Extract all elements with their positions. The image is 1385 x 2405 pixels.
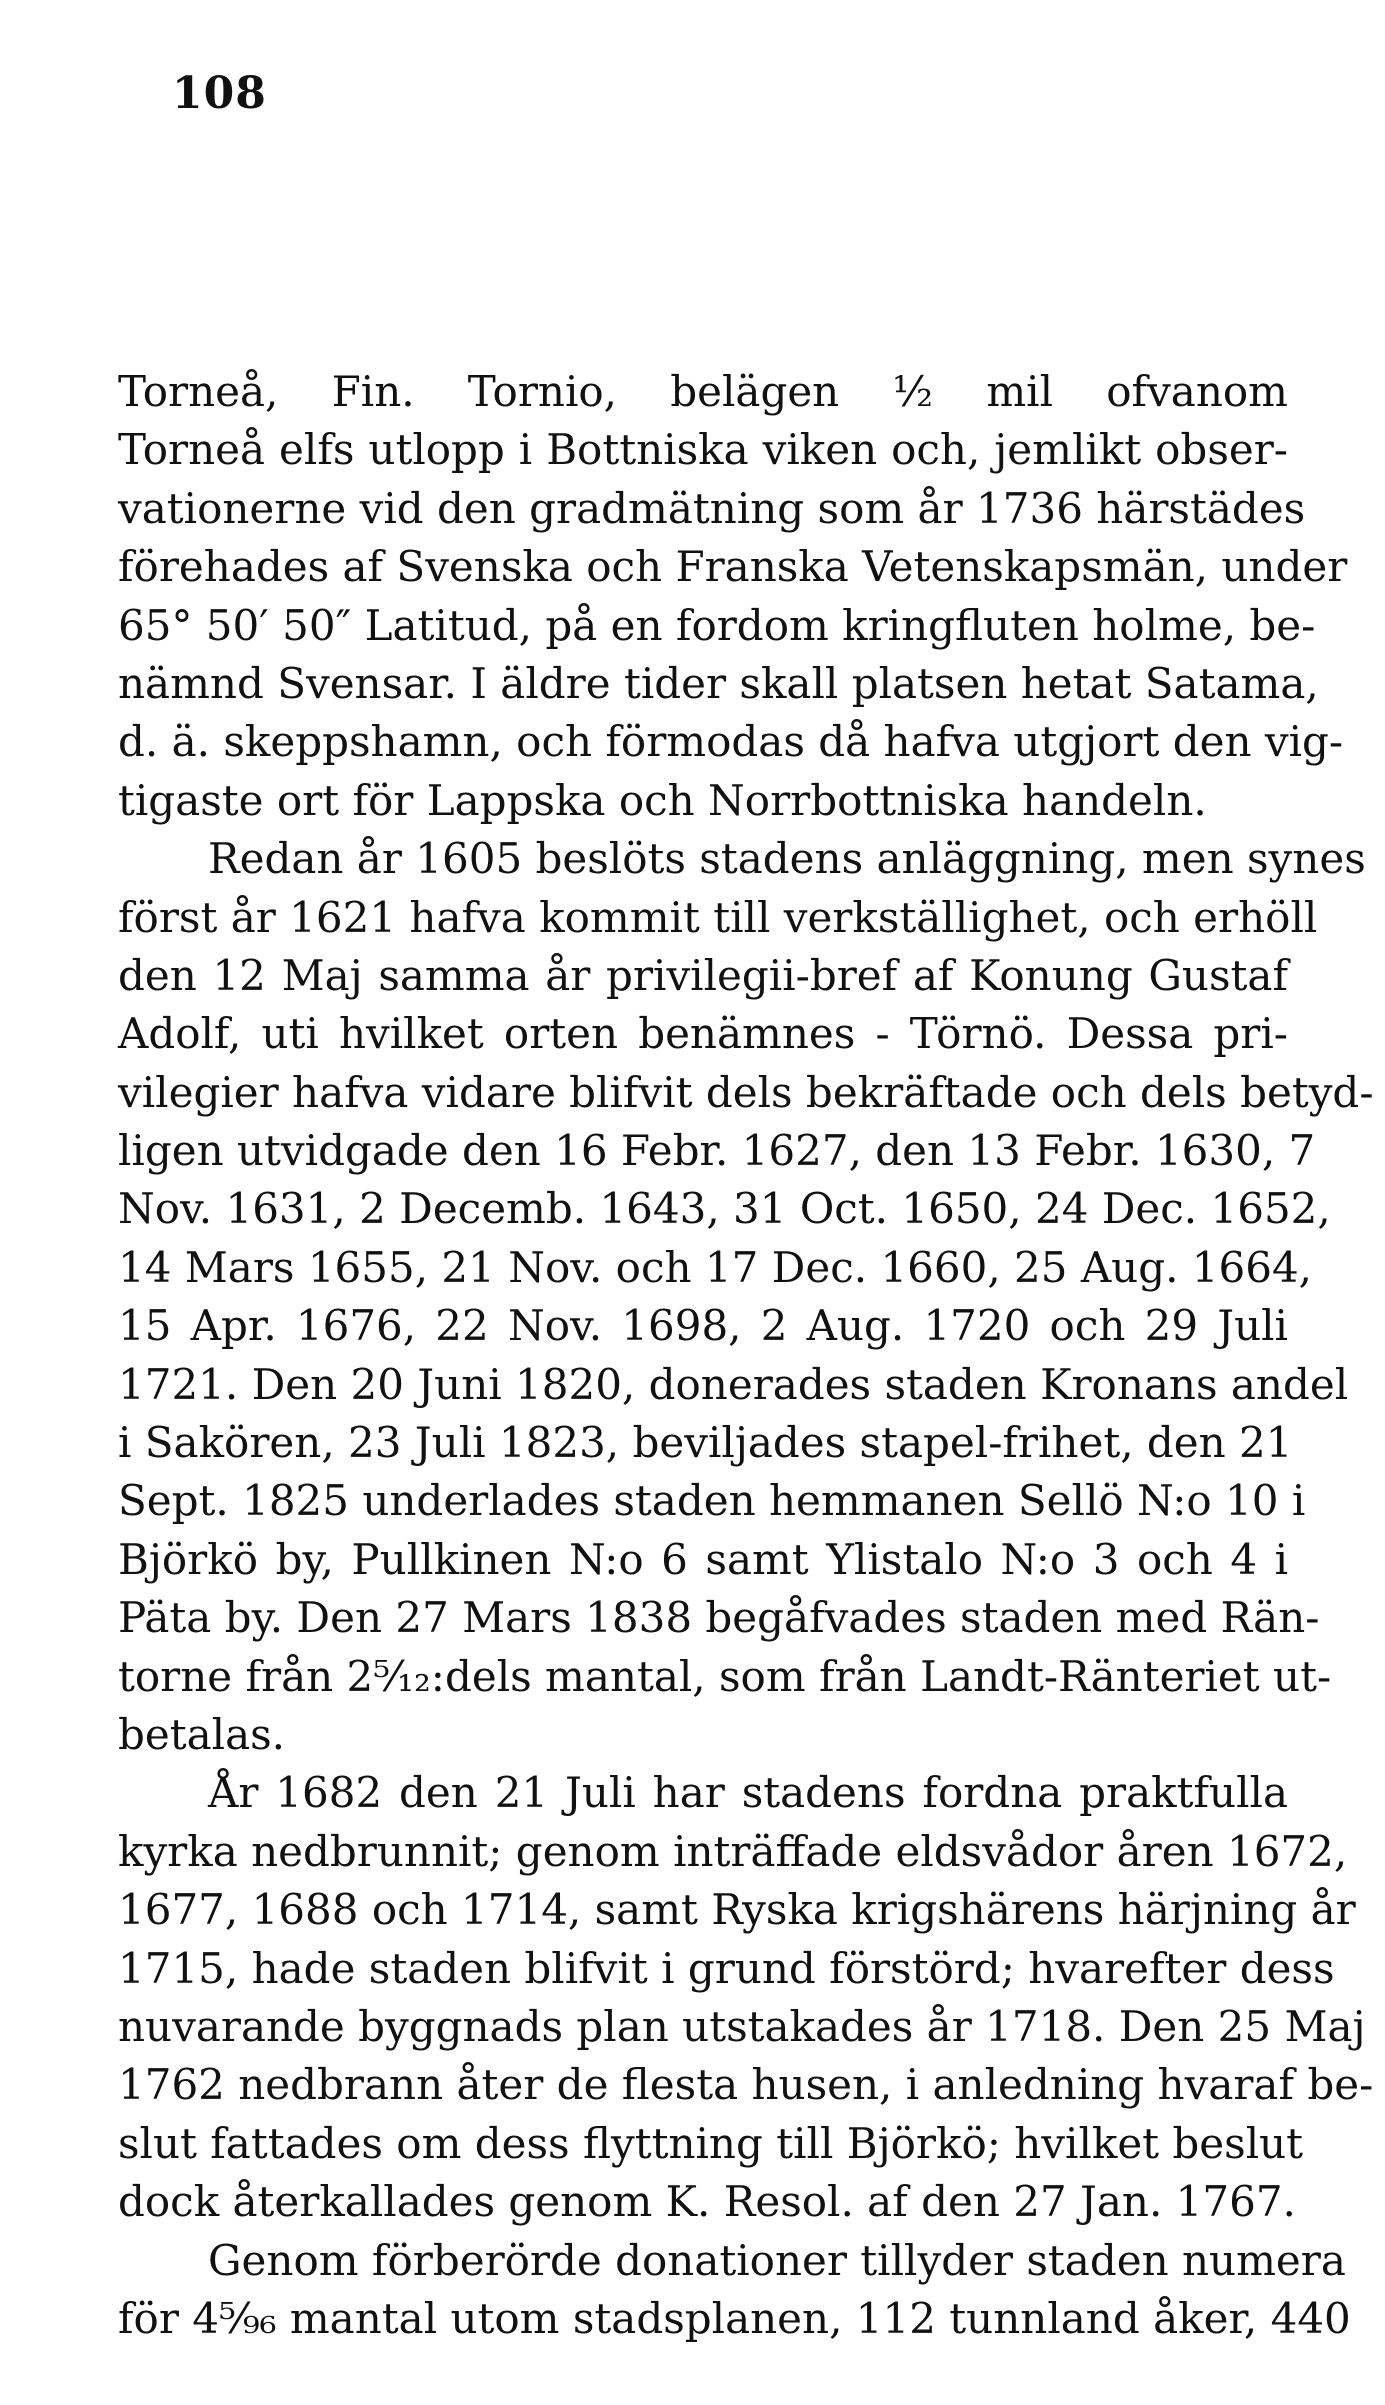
text-line: 1762 nedbrann åter de flesta husen, i anledning hvaraf be-	[118, 2060, 1374, 2110]
text-line: Björkö by, Pullkinen N:o 6 samt Ylistalo N:o 3 och 4 i	[118, 1534, 1288, 1584]
text-line: vilegier hafva vidare blifvit dels bekräftade och dels betyd-	[118, 1067, 1374, 1117]
text-line: Torneå elfs utlopp i Bottniska viken och, jemlikt obser-	[118, 425, 1288, 475]
text-line: 1677, 1688 och 1714, samt Ryska krigshärens härjning år	[118, 1885, 1356, 1935]
text-line: Sept. 1825 underlades staden hemmanen Sellö N:o 10 i	[118, 1476, 1306, 1526]
page-number: 108	[172, 68, 267, 119]
text-line: 1721. Den 20 Juni 1820, donerades staden Kronans andel	[118, 1359, 1349, 1409]
text-line: Redan år 1605 beslöts stadens anläggning, men synes	[208, 834, 1366, 884]
text-line: i Sakören, 23 Juli 1823, beviljades stapel-frihet, den 21	[118, 1418, 1293, 1468]
text-line: Adolf, uti hvilket orten benämnes - Törnö. Dessa pri-	[118, 1009, 1288, 1059]
text-line: År 1682 den 21 Juli har stadens fordna praktfulla	[208, 1768, 1288, 1818]
text-line: nuvarande byggnads plan utstakades år 1718. Den 25 Maj	[118, 2001, 1366, 2051]
text-line: Torneå, Fin. Tornio, belägen ½ mil ofvanom	[118, 367, 1288, 416]
text-line: för 4⁵⁄₉₆ mantal utom stadsplanen, 112 tunnland åker, 440	[118, 2293, 1351, 2343]
text-line: Päta by. Den 27 Mars 1838 begåfvades staden med Rän-	[118, 1593, 1320, 1643]
text-line: 15 Apr. 1676, 22 Nov. 1698, 2 Aug. 1720 och 29 Juli	[118, 1301, 1288, 1351]
text-line: torne från 2⁵⁄₁₂:dels mantal, som från Landt-Ränteriet ut-	[118, 1651, 1332, 1701]
text-line: Nov. 1631, 2 Decemb. 1643, 31 Oct. 1650, 24 Dec. 1652,	[118, 1184, 1331, 1234]
text-line: tigaste ort för Lappska och Norrbottniska handeln.	[118, 775, 1207, 825]
text-line: betalas.	[118, 1709, 286, 1759]
text-line: slut fattades om dess flyttning till Björkö; hvilket beslut	[118, 2118, 1304, 2168]
text-line: d. ä. skeppshamn, och förmodas då hafva utgjort den vig-	[118, 717, 1344, 767]
text-line: vationerne vid den gradmätning som år 1736 härstädes	[118, 483, 1306, 533]
text-line: 65° 50′ 50″ Latitud, på en fordom kringfluten holme, be-	[118, 600, 1316, 650]
text-line: förehades af Svenska och Franska Vetenskapsmän, under	[118, 542, 1348, 592]
text-line: 14 Mars 1655, 21 Nov. och 17 Dec. 1660, 25 Aug. 1664,	[118, 1242, 1313, 1292]
text-line: nämnd Svensar. I äldre tider skall platsen hetat Satama,	[118, 658, 1319, 708]
text-line: dock återkallades genom K. Resol. af den 27 Jan. 1767.	[118, 2177, 1296, 2227]
text-line: 1715, hade staden blifvit i grund förstörd; hvarefter dess	[118, 1943, 1335, 1993]
body-text	[118, 363, 1374, 2348]
text-line: den 12 Maj samma år privilegii-bref af Konung Gustaf	[118, 950, 1288, 1000]
text-line: kyrka nedbrunnit; genom inträffade eldsvådor åren 1672,	[118, 1826, 1348, 1876]
text-line: Genom förberörde donationer tillyder staden numera	[208, 2235, 1346, 2285]
text-line: ligen utvidgade den 16 Febr. 1627, den 13 Febr. 1630, 7	[118, 1126, 1316, 1176]
text-line: först år 1621 hafva kommit till verkställighet, och erhöll	[118, 892, 1318, 942]
